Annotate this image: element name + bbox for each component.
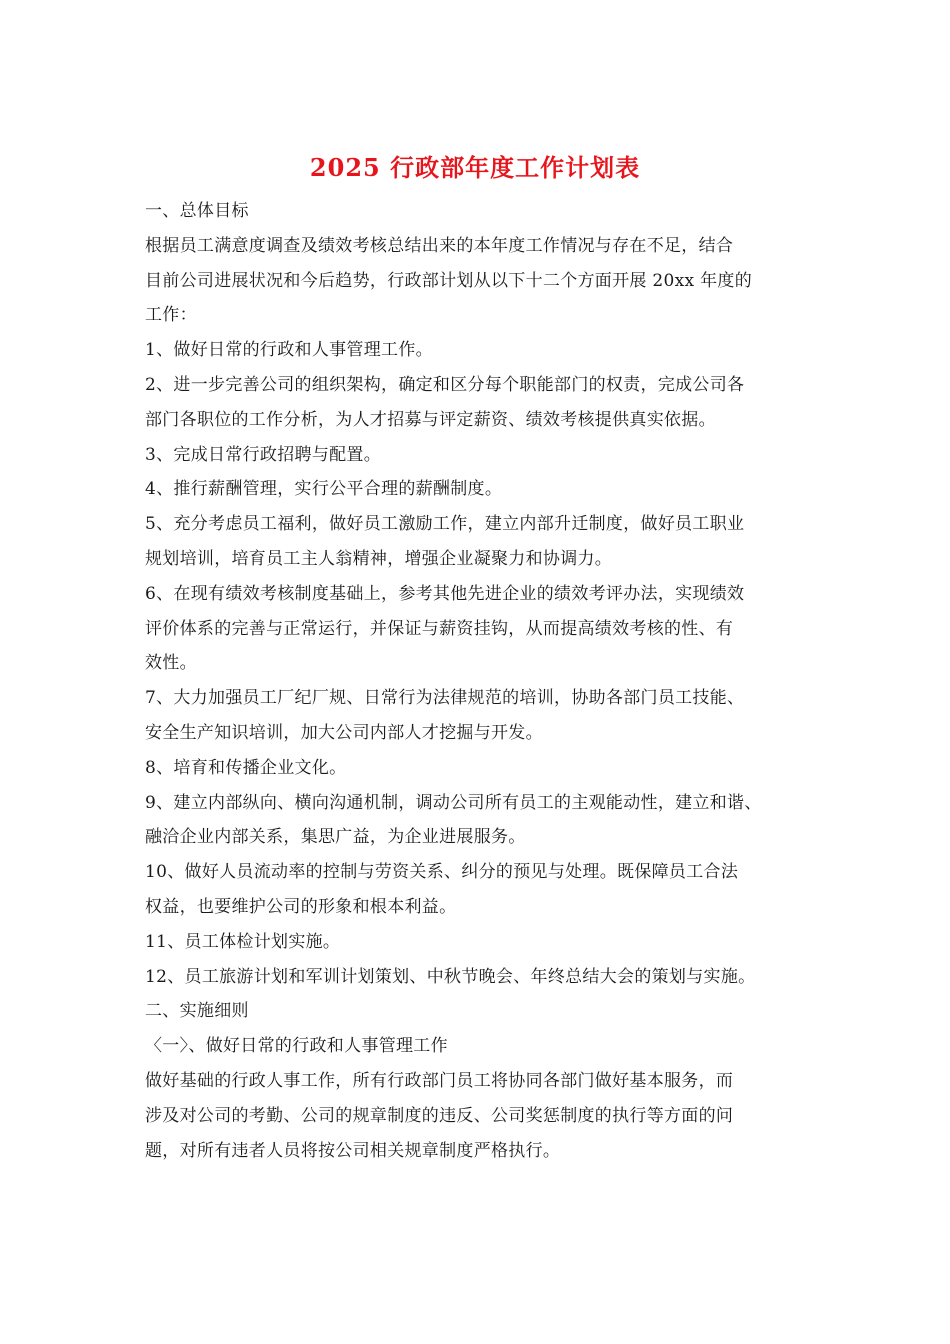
paragraph-line: 做好基础的行政人事工作，所有行政部门员工将协同各部门做好基本服务，而 — [145, 1070, 734, 1091]
paragraph-line: 涉及对公司的考勤、公司的规章制度的违反、公司奖惩制度的执行等方面的问 — [145, 1105, 734, 1126]
paragraph-line: 工作： — [145, 305, 197, 326]
paragraph-line: 7、大力加强员工厂纪厂规、日常行为法律规范的培训，协助各部门员工技能、 — [145, 688, 745, 709]
document-body — [145, 194, 825, 1168]
paragraph-line: 目前公司进展状况和今后趋势，行政部计划从以下十二个方面开展 20xx 年度的 — [145, 270, 753, 291]
paragraph-line: 4、推行薪酬管理，实行公平合理的薪酬制度。 — [145, 479, 503, 500]
paragraph-line: 1、做好日常的行政和人事管理工作。 — [145, 340, 433, 361]
paragraph-line: 10、做好人员流动率的控制与劳资关系、纠分的预见与处理。既保障员工合法 — [145, 862, 739, 883]
paragraph-line: 11、员工体检计划实施。 — [145, 931, 341, 952]
paragraph-line: 5、充分考虑员工福利，做好员工激励工作，建立内部升迁制度，做好员工职业 — [145, 514, 745, 535]
page-title: 2025 行政部年度工作计划表 — [309, 153, 641, 182]
paragraph-line: 12、员工旅游计划和军训计划策划、中秋节晚会、年终总结大会的策划与实施。 — [145, 966, 756, 987]
paragraph-line: 一、总体目标 — [145, 201, 249, 221]
paragraph-line: 效性。 — [145, 653, 197, 674]
paragraph-line: 安全生产知识培训，加大公司内部人才挖掘与开发。 — [145, 722, 543, 743]
paragraph-line: 二、实施细则 — [145, 1001, 249, 1022]
paragraph-line: 3、完成日常行政招聘与配置。 — [145, 444, 382, 465]
paragraph-line: 2、进一步完善公司的组织架构，确定和区分每个职能部门的权责，完成公司各 — [145, 374, 745, 395]
paragraph-line: 部门各职位的工作分析，为人才招募与评定薪资、绩效考核提供真实依据。 — [145, 409, 716, 430]
paragraph-line: 融洽企业内部关系，集思广益，为企业进展服务。 — [145, 827, 526, 848]
paragraph-line: 6、在现有绩效考核制度基础上，参考其他先进企业的绩效考评办法，实现绩效 — [145, 583, 745, 604]
paragraph-line: 9、建立内部纵向、横向沟通机制，调动公司所有员工的主观能动性，建立和谐、 — [145, 792, 762, 813]
paragraph-line: 题，对所有违者人员将按公司相关规章制度严格执行。 — [145, 1140, 561, 1161]
paragraph-line: 规划培训，培育员工主人翁精神，增强企业凝聚力和协调力。 — [145, 548, 613, 569]
paragraph-line: 评价体系的完善与正常运行，并保证与薪资挂钩，从而提高绩效考核的性、有 — [145, 618, 734, 639]
paragraph-line: 8、培育和传播企业文化。 — [145, 757, 347, 778]
paragraph-line: 根据员工满意度调查及绩效考核总结出来的本年度工作情况与存在不足，结合 — [145, 235, 734, 256]
paragraph-line: 〈一〉、做好日常的行政和人事管理工作 — [145, 1036, 448, 1057]
paragraph-line: 权益，也要维护公司的形象和根本利益。 — [145, 896, 457, 917]
